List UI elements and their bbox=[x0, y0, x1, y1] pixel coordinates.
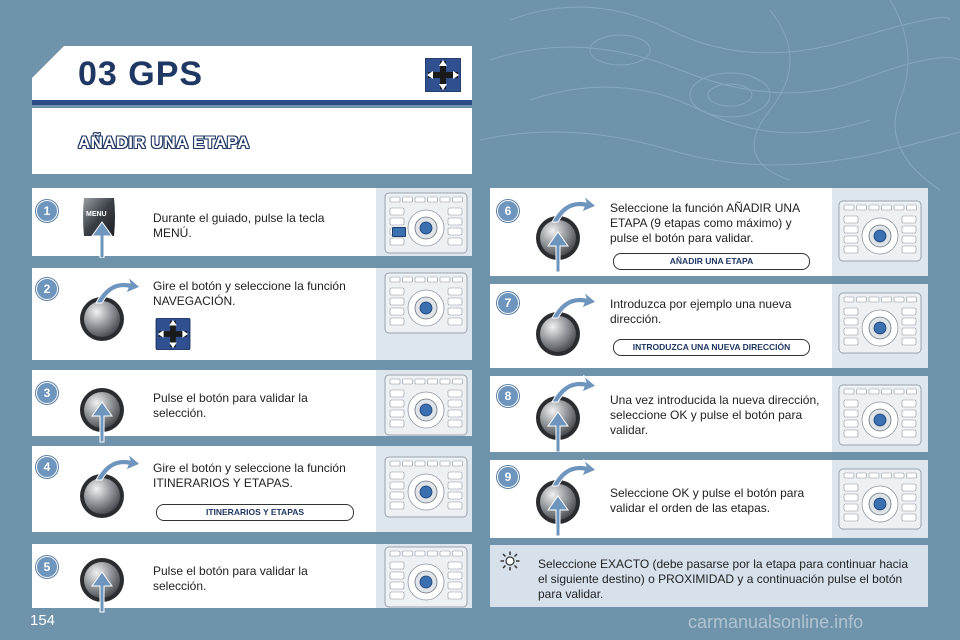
step-8-text: Una vez introducida la nueva dirección, seleccione OK y pulse el botón para validar. bbox=[610, 393, 820, 437]
menu-button bbox=[80, 196, 126, 258]
contour-map-background bbox=[470, 0, 960, 190]
step-7-text: Introduzca por ejemplo una nueva dirección. bbox=[610, 297, 792, 326]
tip-text: Seleccione EXACTO (debe pasarse por la etapa para continuar hacia el siguiente destino) o PROXIMIDAD y a continuación pulse el botón para validar. bbox=[538, 557, 909, 601]
step-8-badge: 8 bbox=[497, 385, 519, 407]
menu-button-label: MENU bbox=[86, 211, 107, 218]
rotary-knob bbox=[78, 450, 158, 530]
audio-console-illustration bbox=[838, 384, 922, 446]
audio-console-illustration bbox=[838, 468, 922, 530]
step-1-badge: 1 bbox=[36, 200, 58, 222]
step-9-badge: 9 bbox=[497, 466, 519, 488]
step-6-menu-pill: AÑADIR UNA ETAPA bbox=[613, 253, 810, 270]
step-6-text: Seleccione la función AÑADIR UNA ETAPA (9 etapas como máximo) y pulse el botón para validar. bbox=[610, 201, 800, 245]
rotary-knob bbox=[78, 273, 158, 353]
audio-console-illustration bbox=[838, 200, 922, 262]
rotary-knob bbox=[78, 364, 158, 444]
step-1-text: Durante el guiado, pulse la tecla MENÚ. bbox=[153, 211, 325, 240]
chapter-title: 03 GPS bbox=[78, 55, 204, 93]
header-divider bbox=[32, 100, 472, 105]
step-2-text: Gire el botón y seleccione la función NAVEGACIÓN. bbox=[153, 279, 346, 308]
step-3-badge: 3 bbox=[36, 382, 58, 404]
audio-console-illustration bbox=[384, 272, 468, 334]
menu-key-highlight bbox=[392, 227, 406, 237]
step-2-badge: 2 bbox=[36, 278, 58, 300]
step-9-text: Seleccione OK y pulse el botón para validar el orden de las etapas. bbox=[610, 486, 805, 515]
step-5-text: Pulse el botón para validar la selección. bbox=[153, 564, 308, 593]
audio-console-illustration bbox=[838, 292, 922, 354]
step-4-text: Gire el botón y seleccione la función ITINERARIOS Y ETAPAS. bbox=[153, 461, 346, 490]
step-4-menu-pill: ITINERARIOS Y ETAPAS bbox=[156, 504, 354, 521]
audio-console-illustration bbox=[384, 374, 468, 436]
step-7-badge: 7 bbox=[497, 292, 519, 314]
tip-panel bbox=[490, 545, 928, 607]
rotary-knob bbox=[534, 372, 614, 452]
step-3-text: Pulse el botón para validar la selección. bbox=[153, 391, 308, 420]
rotary-knob bbox=[534, 456, 614, 536]
watermark: carmanualsonline.info bbox=[688, 612, 864, 632]
step-7-menu-pill: INTRODUZCA UNA NUEVA DIRECCIÓN bbox=[613, 339, 810, 356]
audio-console-illustration bbox=[384, 456, 468, 518]
gps-navigation-icon bbox=[425, 58, 461, 92]
audio-console-illustration bbox=[384, 192, 468, 254]
audio-console-illustration bbox=[384, 546, 468, 608]
rotary-knob bbox=[534, 192, 614, 272]
info-sun-icon bbox=[500, 551, 520, 571]
step-4-badge: 4 bbox=[36, 456, 58, 478]
navigation-icon bbox=[155, 318, 191, 350]
step-6-badge: 6 bbox=[497, 200, 519, 222]
rotary-knob bbox=[534, 288, 614, 368]
step-5-badge: 5 bbox=[36, 556, 58, 578]
section-title: AÑADIR UNA ETAPA bbox=[78, 133, 250, 152]
page-number: 154 bbox=[30, 612, 56, 629]
rotary-knob bbox=[78, 534, 158, 614]
